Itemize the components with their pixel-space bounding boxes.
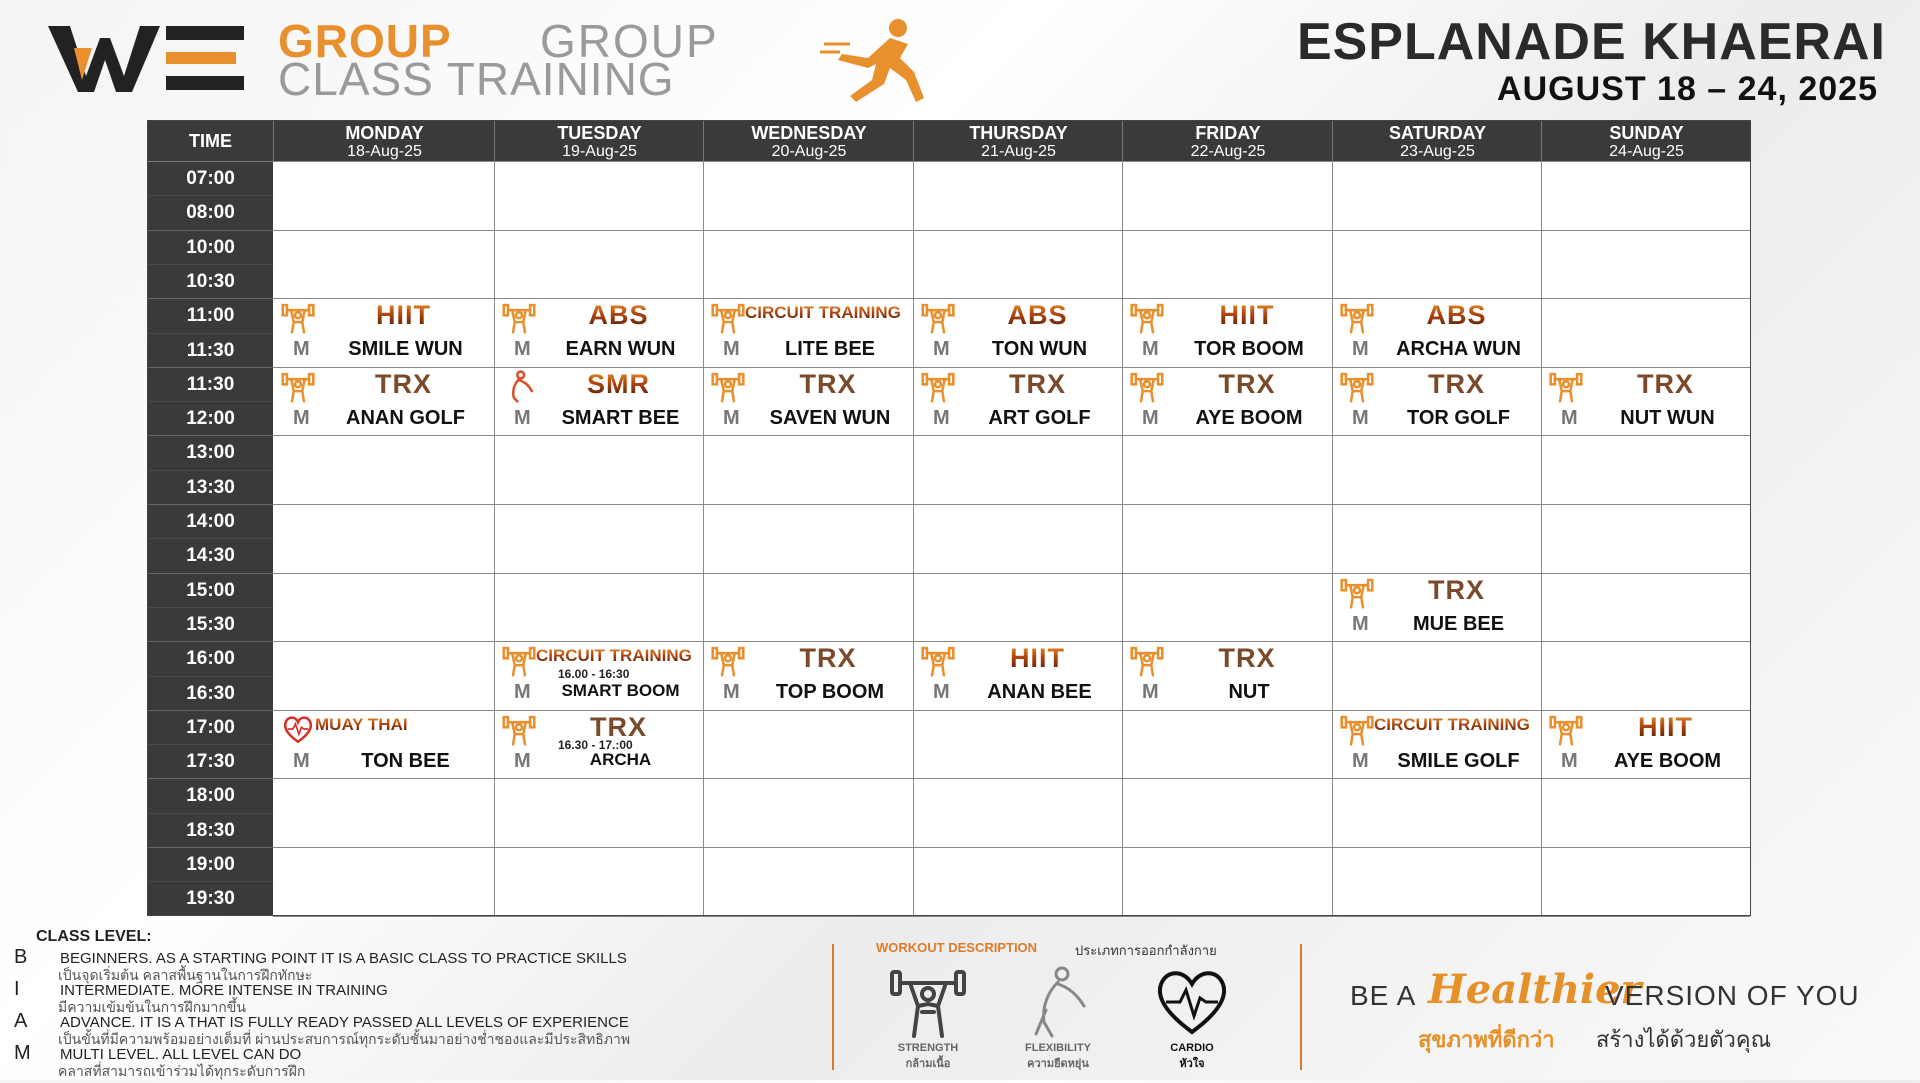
time-label: 11:30	[186, 339, 235, 361]
time-label: 13:00	[186, 442, 235, 464]
strength-icon	[711, 300, 745, 334]
class-trainer: SAVEN WUN	[769, 406, 891, 429]
time-row-line	[148, 710, 273, 711]
class-level: M	[933, 406, 950, 429]
day-date: 18-Aug-25	[347, 143, 422, 160]
class-name: CIRCUIT TRAINING	[536, 646, 699, 666]
time-label: 19:00	[186, 854, 235, 875]
time-label: 10:00	[186, 236, 235, 258]
class-level: M	[1561, 406, 1578, 429]
grid-col-line	[1122, 161, 1123, 915]
class-level: M	[293, 749, 310, 772]
workout-description-title-th: ประเภทการออกกำลังกาย	[1075, 943, 1217, 958]
time-row-line	[148, 195, 273, 196]
strength-icon	[921, 643, 955, 677]
class-name: ABS	[963, 300, 1112, 331]
time-row-line	[148, 230, 273, 231]
class-name: CIRCUIT TRAINING	[1374, 715, 1537, 735]
level-letter: M	[14, 1042, 31, 1064]
time-label: 18:00	[186, 785, 235, 807]
class-trainer: NUT WUN	[1620, 406, 1715, 429]
class-name: SMR	[544, 369, 693, 400]
class-name: TRX	[1428, 574, 1485, 605]
class-trainer: MUE BEE	[1412, 612, 1505, 635]
day-name: FRIDAY	[1195, 123, 1261, 143]
class-name: ABS	[1382, 300, 1531, 331]
schedule-table	[147, 120, 1751, 916]
strength-icon	[1340, 575, 1374, 609]
class-trainer: AYE BOOM	[1613, 749, 1722, 772]
class-time-note: 16.00 - 16:30	[558, 667, 630, 682]
class-trainer: ARCHA WUN	[1396, 338, 1521, 361]
day-header-tuesday	[494, 121, 704, 161]
grid-col-line	[1541, 161, 1542, 915]
grid-col-line	[913, 161, 914, 915]
level-description: ADVANCE. IT IS A THAT IS FULLY READY PASSED ALL LEVELS OF EXPERIENCE	[60, 1014, 629, 1031]
class-name: MUAY THAI	[315, 715, 490, 735]
class-trainer: NUT	[1228, 681, 1270, 704]
class-level: M	[933, 338, 950, 361]
class-level: M	[514, 338, 531, 361]
class-trainer: TOR BOOM	[1194, 338, 1304, 361]
class-name: TRX	[375, 368, 432, 399]
slogan-script: Healthier	[1428, 966, 1642, 1013]
class-level: M	[1142, 338, 1159, 361]
day-header-thursday	[913, 121, 1123, 161]
strength-icon	[502, 643, 536, 677]
time-label: 13:30	[186, 476, 235, 498]
time-label: 19:30	[186, 888, 235, 910]
class-name: HIIT	[323, 300, 484, 331]
time-row-line	[148, 435, 273, 436]
day-name: SATURDAY	[1388, 123, 1486, 143]
class-level: M	[1561, 749, 1578, 772]
strength-icon	[281, 300, 315, 334]
class-name: HIIT	[1172, 300, 1322, 331]
level-description-th: คลาสที่สามารถเข้าร่วมได้ทุกระดับการฝึก	[58, 1063, 306, 1079]
class-name: TRX	[799, 643, 857, 674]
workout-type-strength	[880, 962, 976, 1072]
class-trainer: EARN WUN	[565, 338, 676, 361]
workout-description-title: WORKOUT DESCRIPTION	[876, 940, 1038, 955]
cardio-label: CARDIO	[1170, 1042, 1214, 1054]
day-name: TUESDAY	[557, 123, 642, 143]
time-label: 17:00	[186, 716, 235, 738]
class-level: M	[1352, 749, 1369, 772]
time-label: 11:00	[186, 305, 235, 327]
time-row-line	[148, 744, 273, 745]
strength-icon	[711, 369, 745, 403]
time-label: 17:30	[186, 751, 235, 773]
time-label: 11:30	[186, 373, 235, 395]
slogan-part1: BE A	[1350, 980, 1417, 1011]
level-description: INTERMEDIATE. MORE INTENSE IN TRAINING	[60, 982, 388, 999]
class-level: M	[1352, 406, 1369, 429]
time-label: 15:00	[186, 579, 235, 601]
grid-col-line	[494, 161, 495, 915]
strength-icon	[1340, 712, 1374, 746]
class-level: M	[514, 681, 531, 704]
location-title: ESPLANADE KHAERAI	[1296, 13, 1886, 71]
grid-col-line	[703, 161, 704, 915]
time-label: 18:30	[186, 819, 235, 841]
class-trainer: SMART BOOM	[561, 681, 680, 701]
time-label: 08:00	[186, 202, 235, 224]
class-name: TRX	[799, 368, 857, 399]
strength-icon	[1130, 369, 1164, 403]
flexibility-label-th: ความยืดหยุ่น	[1027, 1058, 1089, 1070]
class-level: M	[1142, 681, 1159, 704]
strength-label-th: กล้ามเนื้อ	[905, 1058, 951, 1070]
level-description-th: เป็นขั้นที่มีความพร้อมอย่างเต็มที่ ผ่านประสบการณ์ทุกระดับชั้นมาอย่างช่ำชองและมีประสิทธิภาพ	[58, 1031, 631, 1047]
day-date: 19-Aug-25	[562, 143, 637, 160]
grid-row-line	[273, 916, 1750, 917]
flexibility-icon	[1018, 962, 1098, 1042]
class-level-title: CLASS LEVEL:	[36, 928, 152, 945]
class-level: M	[723, 406, 740, 429]
level-description-th: เป็นจุดเริ่มต้น คลาสพื้นฐานในการฝึกทักษะ	[58, 967, 313, 983]
class-name: HIIT	[963, 643, 1112, 674]
class-level: M	[514, 406, 531, 429]
class-name: ABS	[544, 300, 693, 331]
brand-class-training: CLASS TRAINING	[278, 53, 675, 105]
class-name: TRX	[1218, 643, 1276, 674]
footer-divider	[1300, 944, 1302, 1070]
time-row-line	[148, 641, 273, 642]
class-trainer: ART GOLF	[988, 406, 1091, 429]
class-name: TRX	[1218, 368, 1276, 399]
cardio-label-th: หัวใจ	[1179, 1058, 1205, 1070]
strength-icon	[921, 369, 955, 403]
level-description: MULTI LEVEL. ALL LEVEL CAN DO	[60, 1046, 302, 1063]
strength-label: STRENGTH	[897, 1042, 959, 1054]
class-level: M	[933, 681, 950, 704]
day-header-monday	[273, 121, 495, 161]
class-name: TRX	[590, 711, 647, 742]
workout-type-flexibility	[1010, 962, 1106, 1072]
time-label: 12:00	[186, 408, 235, 430]
class-level: M	[723, 338, 740, 361]
class-trainer: ANAN GOLF	[346, 406, 465, 429]
level-description-th: มีความเข้มข้นในการฝึกมากขึ้น	[58, 999, 246, 1015]
time-header: TIME	[148, 121, 273, 162]
class-trainer: TOR GOLF	[1407, 406, 1510, 429]
strength-icon	[921, 300, 955, 334]
time-row-line	[148, 676, 273, 677]
brand-group-grey: GROUP	[540, 15, 719, 67]
class-level: M	[293, 338, 310, 361]
strength-icon	[502, 300, 536, 334]
slogan-part2: VERSION OF YOU	[1605, 980, 1860, 1011]
flexibility-label: FLEXIBILITY	[1025, 1042, 1091, 1054]
class-trainer: LITE BEE	[784, 338, 875, 361]
time-row-line	[148, 573, 273, 574]
day-header-sunday	[1541, 121, 1751, 161]
time-row-line	[148, 401, 273, 402]
time-row-line	[148, 333, 273, 334]
class-trainer: TON WUN	[991, 338, 1088, 361]
time-label: 16:00	[186, 648, 235, 670]
day-name: MONDAY	[345, 123, 424, 143]
class-level: M	[514, 749, 531, 772]
time-row-line	[148, 847, 273, 848]
class-time-note: 16.30 - 17.:00	[558, 737, 633, 752]
time-label: 16:30	[186, 682, 235, 704]
day-header-wednesday	[703, 121, 914, 161]
time-label: 10:30	[186, 270, 235, 292]
cardio-icon	[1152, 962, 1232, 1042]
strength-icon	[1340, 300, 1374, 334]
level-letter: B	[14, 946, 28, 968]
strength-icon	[1340, 369, 1374, 403]
time-label: 07:00	[186, 168, 235, 189]
day-date: 23-Aug-25	[1400, 143, 1475, 160]
class-level: M	[293, 406, 310, 429]
strength-icon	[1549, 712, 1583, 746]
strength-icon	[502, 712, 536, 746]
time-row-line	[148, 504, 273, 505]
class-name: TRX	[1009, 368, 1066, 399]
workout-type-cardio	[1144, 962, 1240, 1072]
class-trainer: ANAN BEE	[987, 681, 1092, 704]
slogan-thai-1: สุขภาพที่ดีกว่า	[1418, 1027, 1555, 1052]
class-level: M	[1142, 406, 1159, 429]
we-logo	[48, 18, 248, 96]
strength-icon	[1130, 300, 1164, 334]
day-name: WEDNESDAY	[751, 123, 867, 143]
class-trainer: SMART BEE	[561, 406, 680, 429]
strength-icon	[281, 369, 315, 403]
time-row-line	[148, 367, 273, 368]
strength-icon	[1549, 369, 1583, 403]
day-date: 21-Aug-25	[981, 143, 1056, 160]
runner-icon	[820, 14, 930, 106]
day-name: THURSDAY	[969, 123, 1068, 143]
time-row-line	[148, 607, 273, 608]
time-row-line	[148, 538, 273, 539]
class-level: M	[1352, 612, 1369, 635]
grid-col-line	[1332, 161, 1333, 915]
cardio-icon	[281, 712, 315, 746]
strength-icon	[888, 962, 968, 1042]
class-name: TRX	[1637, 368, 1694, 399]
day-name: SUNDAY	[1609, 123, 1684, 143]
class-trainer: ARCHA	[589, 749, 652, 769]
class-trainer: AYE BOOM	[1195, 406, 1303, 429]
slogan-thai-2: สร้างได้ด้วยตัวคุณ	[1596, 1027, 1771, 1052]
day-header-saturday	[1332, 121, 1542, 161]
strength-icon	[1130, 643, 1164, 677]
time-row-line	[148, 298, 273, 299]
class-name: CIRCUIT TRAINING	[745, 303, 909, 323]
time-label: 15:30	[186, 613, 235, 635]
flexibility-icon	[502, 369, 536, 403]
time-row-line	[148, 470, 273, 471]
time-label: 14:00	[186, 511, 235, 532]
strength-icon	[711, 643, 745, 677]
day-date: 22-Aug-25	[1190, 143, 1266, 160]
day-date: 20-Aug-25	[771, 143, 847, 160]
class-trainer: TON BEE	[361, 749, 450, 772]
class-name: TRX	[1428, 368, 1485, 399]
level-description: BEGINNERS. AS A STARTING POINT IT IS A BASIC CLASS TO PRACTICE SKILLS	[60, 950, 627, 967]
class-level: M	[1352, 338, 1369, 361]
class-name: HIIT	[1591, 712, 1740, 743]
class-trainer: SMILE GOLF	[1397, 749, 1520, 772]
class-trainer: SMILE WUN	[348, 338, 463, 361]
time-row-line	[148, 778, 273, 779]
footer-divider	[832, 944, 834, 1070]
day-date: 24-Aug-25	[1609, 143, 1684, 160]
brand-group-orange: GROUP	[278, 15, 452, 67]
level-letter: A	[14, 1010, 28, 1032]
date-range: AUGUST 18 – 24, 2025	[1497, 70, 1878, 108]
class-level: M	[723, 681, 740, 704]
class-trainer: TOP BOOM	[775, 681, 885, 704]
time-row-line	[148, 881, 273, 882]
day-header-friday	[1122, 121, 1333, 161]
time-label: 14:30	[186, 545, 235, 567]
time-row-line	[148, 264, 273, 265]
time-row-line	[148, 813, 273, 814]
level-letter: I	[14, 978, 20, 1000]
